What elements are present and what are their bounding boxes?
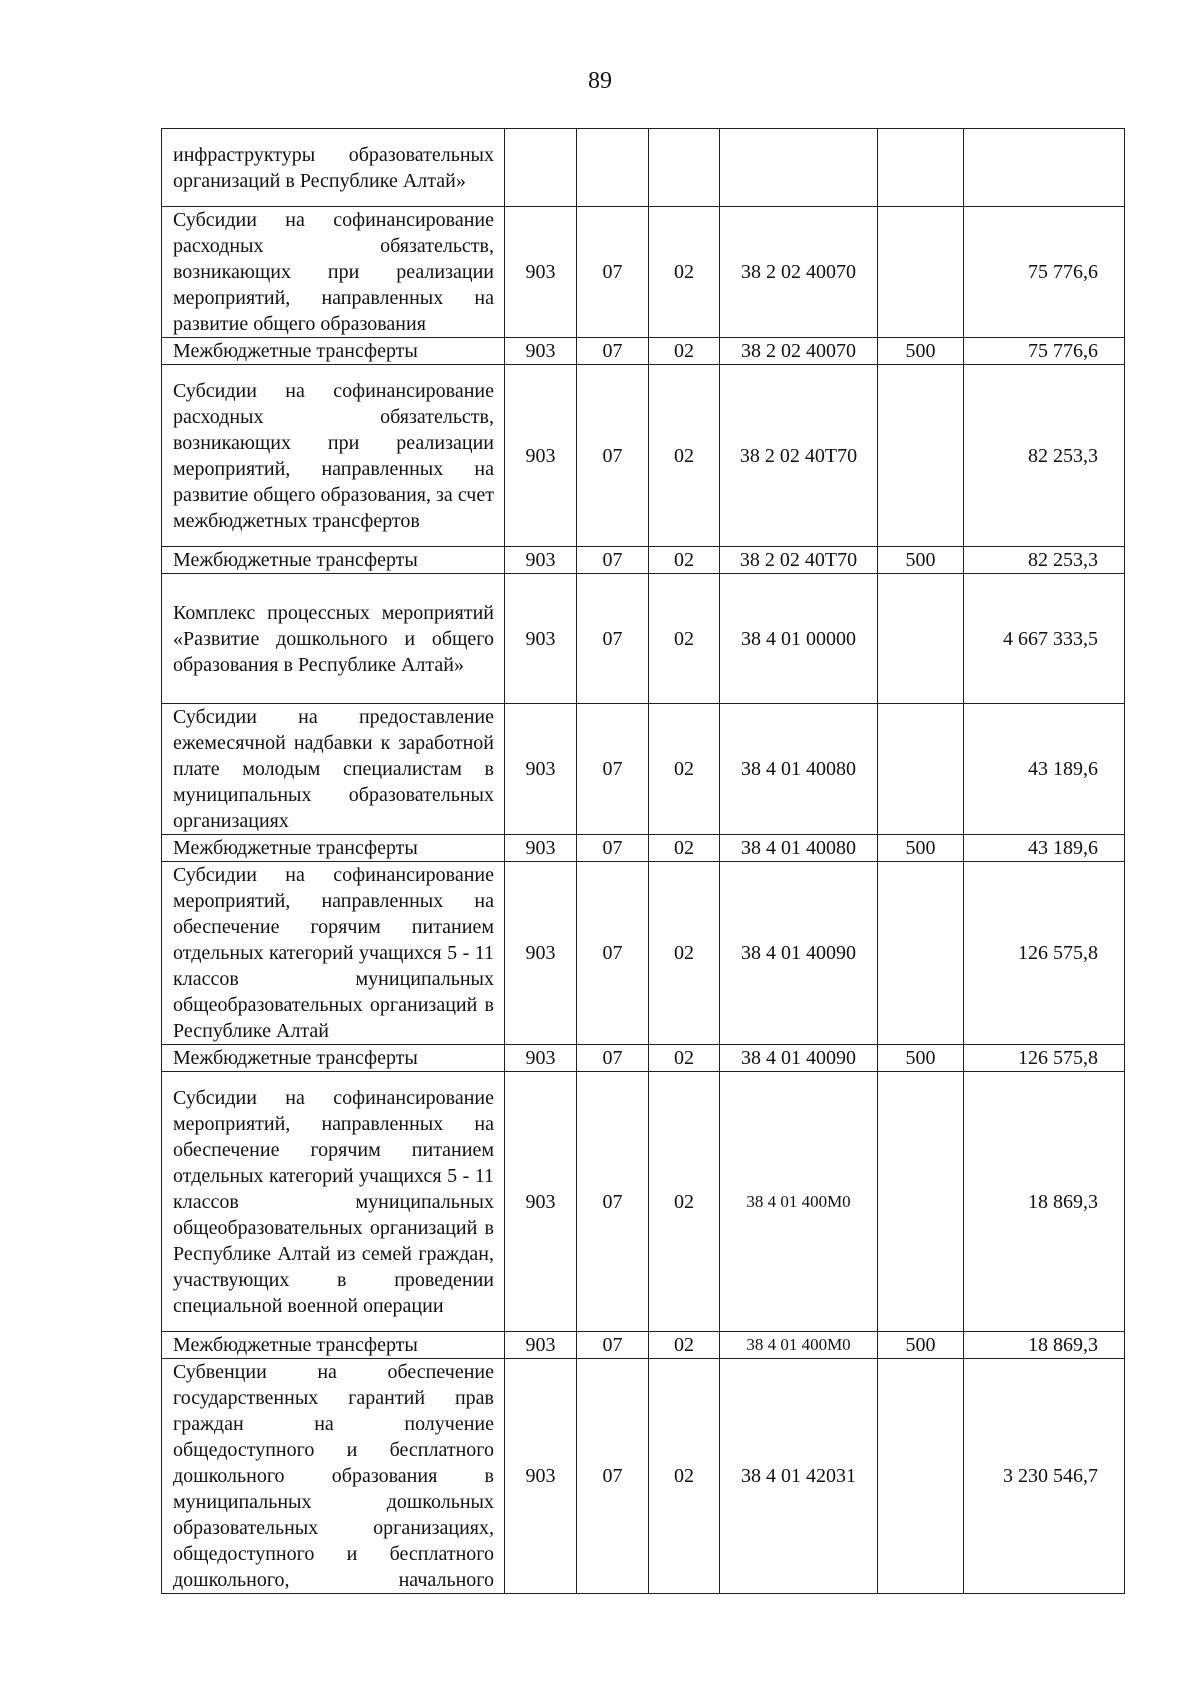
table-row (162, 704, 1125, 835)
row-target-code: 38 4 01 40080 (720, 704, 878, 835)
row-name: Межбюджетные трансферты (162, 1332, 505, 1359)
row-target-code: 38 4 01 40080 (720, 835, 878, 862)
row-subsection-code: 02 (649, 1045, 720, 1072)
row-section-code: 07 (577, 1359, 649, 1594)
table-row (162, 1045, 1125, 1072)
budget-table (161, 128, 1125, 1594)
row-subsection-code: 02 (649, 338, 720, 365)
row-amount (964, 129, 1125, 207)
row-subsection-code: 02 (649, 1359, 720, 1594)
row-subsection-code: 02 (649, 704, 720, 835)
row-subsection-code: 02 (649, 207, 720, 338)
row-expense-type (878, 1359, 964, 1594)
row-amount: 18 869,3 (964, 1332, 1125, 1359)
row-section-code: 07 (577, 704, 649, 835)
row-amount: 43 189,6 (964, 704, 1125, 835)
table-row (162, 574, 1125, 704)
row-target-code: 38 4 01 400М0 (720, 1332, 878, 1359)
row-ministry-code: 903 (505, 1045, 577, 1072)
row-name: Субсидии на софинансирование мероприятий, направленных на обеспечение горячим питанием отдельных категорий учащихся 5 - 11 классов муниципальных общеобразовательных организаций в Республике Алтай (162, 862, 505, 1045)
row-amount: 18 869,3 (964, 1072, 1125, 1332)
row-amount: 75 776,6 (964, 207, 1125, 338)
row-ministry-code (505, 129, 577, 207)
row-target-code: 38 4 01 40090 (720, 1045, 878, 1072)
row-subsection-code: 02 (649, 547, 720, 574)
row-amount: 75 776,6 (964, 338, 1125, 365)
row-ministry-code: 903 (505, 547, 577, 574)
row-subsection-code (649, 129, 720, 207)
table-row (162, 365, 1125, 547)
row-expense-type: 500 (878, 1332, 964, 1359)
row-subsection-code: 02 (649, 862, 720, 1045)
row-expense-type (878, 365, 964, 547)
row-target-code: 38 4 01 42031 (720, 1359, 878, 1594)
row-target-code: 38 4 01 400М0 (720, 1072, 878, 1332)
row-subsection-code: 02 (649, 365, 720, 547)
row-ministry-code: 903 (505, 1359, 577, 1594)
row-section-code: 07 (577, 338, 649, 365)
row-expense-type: 500 (878, 1045, 964, 1072)
row-section-code: 07 (577, 862, 649, 1045)
row-name: Межбюджетные трансферты (162, 835, 505, 862)
row-ministry-code: 903 (505, 1072, 577, 1332)
row-name: Субсидии на софинансирование расходных обязательств, возникающих при реализации мероприятий, направленных на развитие общего образования, за счет межбюджетных трансфертов (162, 365, 505, 547)
row-expense-type (878, 704, 964, 835)
row-name: Субвенции на обеспечение государственных гарантий прав граждан на получение общедоступного и бесплатного дошкольного образования в муниципальных дошкольных образовательных организациях, общедоступного и бесплатного дошкольного, начального (162, 1359, 505, 1594)
row-amount: 82 253,3 (964, 365, 1125, 547)
row-expense-type (878, 1072, 964, 1332)
row-target-code: 38 2 02 40Т70 (720, 547, 878, 574)
row-name: Межбюджетные трансферты (162, 547, 505, 574)
row-amount: 82 253,3 (964, 547, 1125, 574)
row-ministry-code: 903 (505, 338, 577, 365)
table-row (162, 129, 1125, 207)
row-expense-type: 500 (878, 547, 964, 574)
row-target-code: 38 2 02 40070 (720, 207, 878, 338)
row-target-code: 38 2 02 40070 (720, 338, 878, 365)
row-subsection-code: 02 (649, 835, 720, 862)
row-section-code: 07 (577, 365, 649, 547)
table-row (162, 835, 1125, 862)
row-expense-type (878, 207, 964, 338)
row-section-code: 07 (577, 1072, 649, 1332)
row-expense-type (878, 862, 964, 1045)
row-target-code (720, 129, 878, 207)
row-expense-type (878, 574, 964, 704)
row-subsection-code: 02 (649, 1332, 720, 1359)
row-section-code: 07 (577, 1332, 649, 1359)
row-name: Межбюджетные трансферты (162, 338, 505, 365)
row-amount: 4 667 333,5 (964, 574, 1125, 704)
table-row (162, 1072, 1125, 1332)
row-ministry-code: 903 (505, 207, 577, 338)
row-amount: 126 575,8 (964, 1045, 1125, 1072)
table-row (162, 547, 1125, 574)
page-number: 89 (588, 68, 612, 94)
row-amount: 3 230 546,7 (964, 1359, 1125, 1594)
row-section-code: 07 (577, 835, 649, 862)
row-section-code (577, 129, 649, 207)
row-ministry-code: 903 (505, 835, 577, 862)
row-target-code: 38 2 02 40Т70 (720, 365, 878, 547)
row-name: Комплекс процессных мероприятий «Развитие дошкольного и общего образования в Республике Алтай» (162, 574, 505, 704)
row-ministry-code: 903 (505, 862, 577, 1045)
row-name: инфраструктуры образовательных организаций в Республике Алтай» (162, 129, 505, 207)
row-target-code: 38 4 01 40090 (720, 862, 878, 1045)
row-ministry-code: 903 (505, 365, 577, 547)
row-name: Субсидии на софинансирование расходных обязательств, возникающих при реализации мероприятий, направленных на развитие общего образования (162, 207, 505, 338)
row-subsection-code: 02 (649, 574, 720, 704)
row-section-code: 07 (577, 574, 649, 704)
row-ministry-code: 903 (505, 704, 577, 835)
row-expense-type: 500 (878, 338, 964, 365)
row-section-code: 07 (577, 207, 649, 338)
row-ministry-code: 903 (505, 574, 577, 704)
table-row (162, 1332, 1125, 1359)
row-expense-type (878, 129, 964, 207)
row-amount: 126 575,8 (964, 862, 1125, 1045)
table-row (162, 207, 1125, 338)
table-row (162, 1359, 1125, 1594)
table-row (162, 338, 1125, 365)
row-name: Субсидии на предоставление ежемесячной надбавки к заработной плате молодым специалистам в муниципальных образовательных организациях (162, 704, 505, 835)
row-section-code: 07 (577, 1045, 649, 1072)
row-name: Межбюджетные трансферты (162, 1045, 505, 1072)
row-name: Субсидии на софинансирование мероприятий, направленных на обеспечение горячим питанием отдельных категорий учащихся 5 - 11 классов муниципальных общеобразовательных организаций в Республике Алтай из семей граждан, участвующих в проведении специальной военной операции (162, 1072, 505, 1332)
row-amount: 43 189,6 (964, 835, 1125, 862)
row-section-code: 07 (577, 547, 649, 574)
row-target-code: 38 4 01 00000 (720, 574, 878, 704)
row-expense-type: 500 (878, 835, 964, 862)
table-row (162, 862, 1125, 1045)
row-subsection-code: 02 (649, 1072, 720, 1332)
row-ministry-code: 903 (505, 1332, 577, 1359)
